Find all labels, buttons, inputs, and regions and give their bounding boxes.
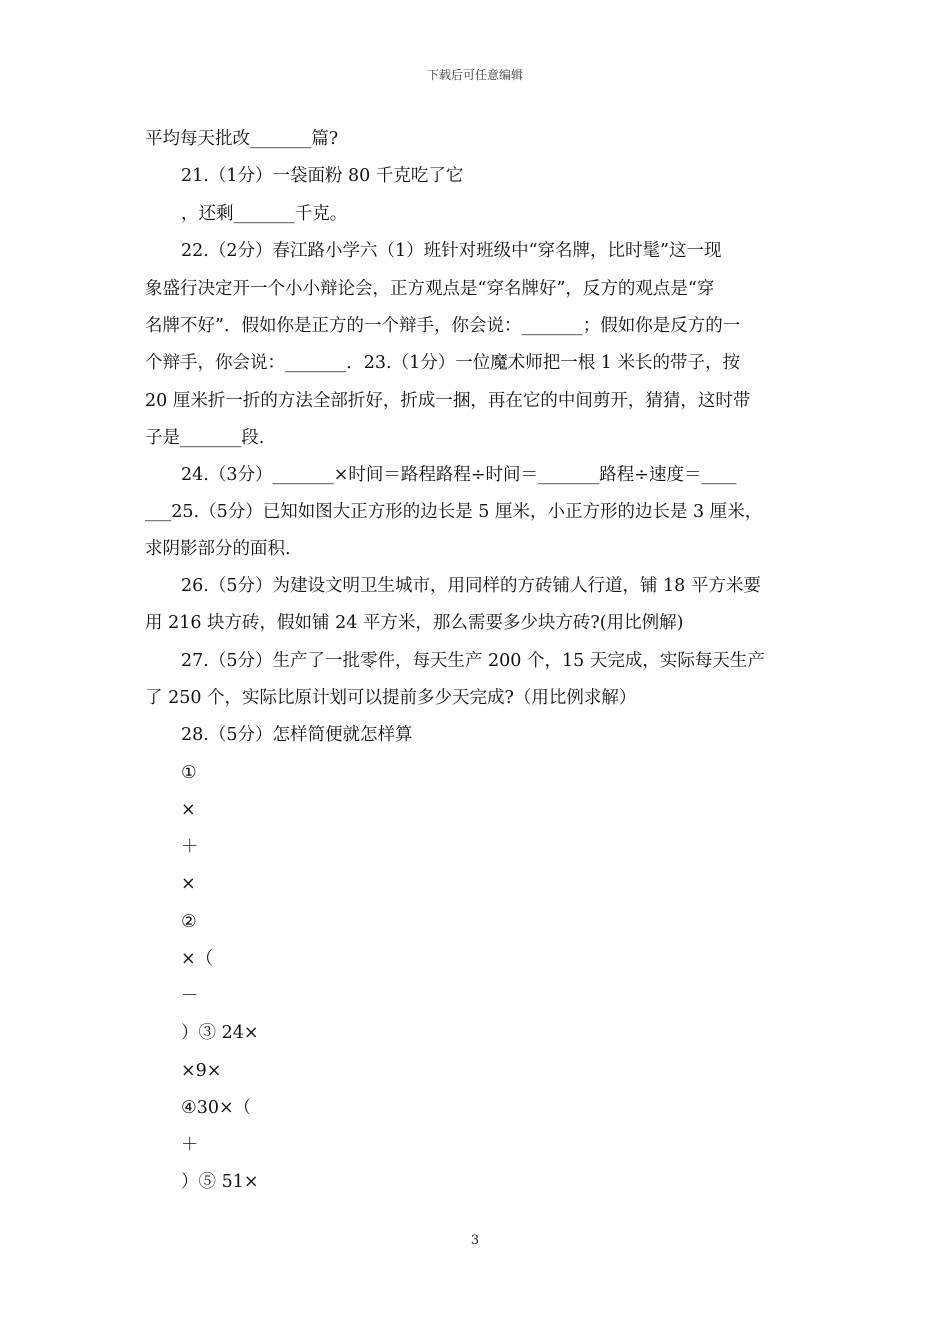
text-line-7: 个辩手，你会说：_______．23.（1分）一位魔术师把一根 1 米长的带子，按 — [145, 353, 740, 373]
text-line-3: ，还剩_______千克。 — [181, 204, 348, 224]
text-line-8: 20 厘米折一折的方法全部折好，折成一捆，再在它的中间剪开，猜猜，这时带 — [145, 391, 751, 411]
calc-line-7: － — [181, 986, 199, 1006]
calc-line-2: × — [181, 800, 196, 820]
question-21: 21.（1分）一袋面粉 80 千克吃了它 — [181, 166, 464, 186]
text-line-1: 平均每天批改_______篇? — [145, 129, 339, 149]
question-25: ___25.（5分）已知如图大正方形的边长是 5 厘米，小正方形的边长是 3 厘米， — [145, 502, 763, 522]
question-24: 24.（3分）_______×时间＝路程路程÷时间＝_______路程÷速度＝____ — [181, 465, 737, 485]
text-line-5: 象盛行决定开一个小小辩论会，正方观点是“穿名牌好”，反方的观点是“穿 — [145, 279, 715, 299]
calc-line-10: ④30×（ — [181, 1098, 252, 1118]
text-line-6: 名牌不好”．假如你是正方的一个辩手，你会说：_______；假如你是反方的一 — [145, 316, 741, 336]
calc-line-5: ② — [181, 912, 197, 932]
question-26: 26.（5分）为建设文明卫生城市，用同样的方砖铺人行道，铺 18 平方米要 — [181, 576, 761, 596]
calc-line-9: ×9× — [181, 1061, 222, 1081]
calc-line-6: ×（ — [181, 949, 214, 969]
text-line-16: 了 250 个，实际比原计划可以提前多少天完成?（用比例求解） — [145, 688, 637, 708]
calc-line-3: ＋ — [181, 837, 199, 857]
text-line-9: 子是_______段. — [145, 428, 265, 448]
calc-line-12: ）⑤ 51× — [181, 1172, 259, 1192]
page-number: 3 — [470, 1233, 480, 1248]
page-header: 下载后可任意编辑 — [426, 68, 523, 82]
text-line-14: 用 216 块方砖，假如铺 24 平方米，那么需要多少块方砖?(用比例解) — [145, 613, 684, 633]
calc-line-8: ）③ 24× — [181, 1023, 259, 1043]
question-22: 22.（2分）春江路小学六（1）班针对班级中“穿名牌，比时髦”这一现 — [181, 241, 722, 261]
text-line-12: 求阴影部分的面积. — [145, 539, 291, 559]
calc-line-1: ① — [181, 763, 197, 783]
question-27: 27.（5分）生产了一批零件，每天生产 200 个，15 天完成，实际每天生产 — [181, 651, 765, 671]
calc-line-11: ＋ — [181, 1135, 199, 1155]
calc-line-4: × — [181, 874, 196, 894]
question-28: 28.（5分）怎样简便就怎样算 — [181, 725, 413, 745]
